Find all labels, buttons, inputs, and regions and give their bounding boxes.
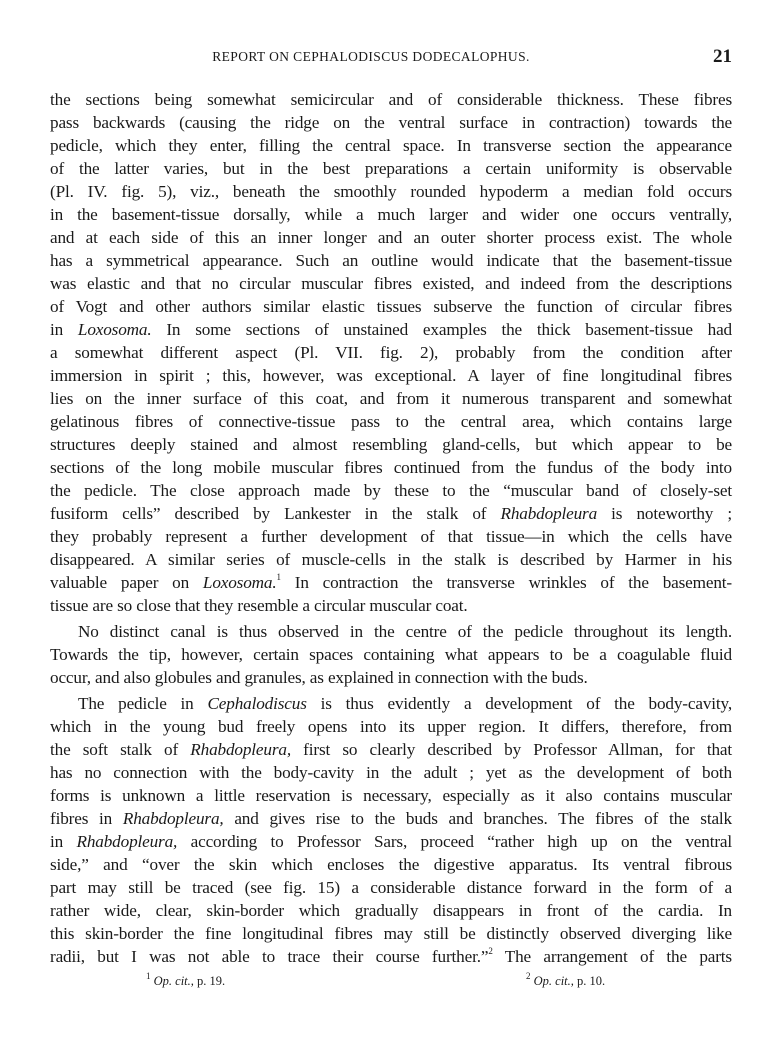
text-span: the soft stalk of [50, 740, 191, 759]
footnote-marker: 2 [526, 970, 531, 981]
footnote-text: p. 10. [573, 974, 606, 988]
text-span: is thus evidently a development of the body-cavity, [306, 694, 732, 713]
text-span: in [50, 320, 78, 339]
footnote-2 [526, 970, 606, 989]
page-number: 21 [713, 46, 732, 67]
text-line: the pedicle. The close approach made by these to the “muscular band of closely-set [50, 481, 732, 500]
footnotes [50, 970, 732, 994]
text-line: gelatinous fibres of connective-tissue pass to the central area, which contains large [50, 412, 732, 431]
footnote-1 [146, 970, 226, 989]
body-text [50, 88, 732, 968]
text-line [50, 807, 732, 830]
text-span: radii, but I was not able to trace their course further.” [50, 947, 489, 966]
text-line: part may still be traced (see fig. 15) a considerable distance forward in the form of a [50, 878, 732, 897]
text-span: in [50, 832, 77, 851]
text-span: In contraction the transverse wrinkles of the basement- [280, 573, 732, 592]
text-line: rather wide, clear, skin-border which gradually disappears in front of the cardia. In [50, 901, 732, 920]
italic-taxon: Rhabdopleura, [190, 740, 291, 759]
text-span: fibres in [50, 809, 123, 828]
italic-taxon: Rhabdopleura [500, 504, 598, 523]
footnote-marker: 1 [146, 970, 151, 981]
text-span: The pedicle in [78, 694, 208, 713]
text-line: and at each side of this an inner longer and an outer shorter process exist. The whole [50, 228, 732, 247]
running-head [50, 46, 732, 70]
text-line [50, 502, 732, 525]
text-line: (Pl. IV. fig. 5), viz., beneath the smoothly rounded hypoderm a median fold occurs [50, 182, 732, 201]
italic-taxon: Loxosoma. [202, 573, 277, 592]
text-line: which in the young bud freely opens into its upper region. It differs, therefore, from [50, 717, 732, 736]
text-span: valuable paper on [50, 573, 203, 592]
text-line [50, 830, 732, 853]
footnote-ref-2[interactable]: 2 [488, 946, 493, 957]
text-span: fusiform cells” described by Lankester in the stalk of [50, 504, 501, 523]
text-line: side,” and “over the skin which encloses the digestive apparatus. Its ventral fibrous [50, 855, 732, 874]
text-line [50, 945, 732, 968]
italic-taxon: Loxosoma. [77, 320, 152, 339]
text-line: in the basement-tissue dorsally, while a much larger and wider one occurs ventrally, [50, 205, 732, 224]
text-span: first so clearly described by Professor Allman, for that [290, 740, 733, 759]
italic-taxon: Cephalodiscus [207, 694, 307, 713]
running-title: REPORT ON CEPHALODISCUS DODECALOPHUS. [212, 49, 530, 64]
text-line: occur, and also globules and granules, as explained in connection with the buds. [50, 668, 588, 687]
text-line: pass backwards (causing the ridge on the ventral surface in contraction) towards the [50, 113, 732, 132]
text-span: is noteworthy ; [597, 504, 732, 523]
text-line: they probably represent a further development of that tissue—in which the cells have [50, 527, 732, 546]
text-line: has a symmetrical appearance. Such an outline would indicate that the basement-tissue [50, 251, 732, 270]
text-line: forms is unknown a little reservation is necessary, especially as it also contains muscular [50, 786, 732, 805]
text-line: tissue are so close that they resemble a circular muscular coat. [50, 596, 468, 615]
text-span: In some sections of unstained examples the thick basement-tissue had [151, 320, 732, 339]
text-line: immersion in spirit ; this, however, was exceptional. A layer of fine longitudinal fibres [50, 366, 732, 385]
text-line: of the latter varies, but in the best preparations a certain uniformity is observable [50, 159, 732, 178]
italic-taxon: Rhabdopleura, [122, 809, 224, 828]
footnote-text: p. 19. [193, 974, 226, 988]
text-line: this skin-border the fine longitudinal fibres may still be distinctly observed diverging like [50, 924, 732, 943]
text-line: No distinct canal is thus observed in the centre of the pedicle throughout its length. [78, 622, 732, 641]
italic-taxon: Rhabdopleura, [76, 832, 178, 851]
text-span: The arrangement of the parts [492, 947, 732, 966]
text-line: a somewhat different aspect (Pl. VII. fig. 2), probably from the condition after [50, 343, 732, 362]
footnote-ref-1[interactable]: 1 [276, 572, 281, 583]
text-line: disappeared. A similar series of muscle-cells in the stalk is described by Harmer in his [50, 550, 732, 569]
text-line: Towards the tip, however, certain spaces containing what appears to be a coagulable fluid [50, 645, 732, 664]
text-line: the sections being somewhat semicircular and of considerable thickness. These fibres [50, 90, 732, 109]
text-line: of Vogt and other authors similar elastic tissues subserve the function of circular fibres [50, 297, 732, 316]
text-span: according to Professor Sars, proceed “rather high up on the ventral [177, 832, 732, 851]
text-line: structures deeply stained and almost resembling gland-cells, but which appear to be [50, 435, 732, 454]
text-span: and gives rise to the buds and branches. The fibres of the stalk [223, 809, 732, 828]
text-line: pedicle, which they enter, filling the central space. In transverse section the appearance [50, 136, 732, 155]
text-line [50, 318, 732, 341]
footnote-citation: Op. cit., [533, 974, 574, 988]
text-line [50, 571, 732, 594]
text-line [50, 738, 732, 761]
footnote-citation: Op. cit., [153, 974, 194, 988]
text-line: lies on the inner surface of this coat, and from it numerous transparent and somewhat [50, 389, 732, 408]
text-line: sections of the long mobile muscular fibres continued from the fundus of the body into [50, 458, 732, 477]
text-line: has no connection with the body-cavity in the adult ; yet as the development of both [50, 763, 732, 782]
text-line [50, 692, 732, 715]
text-line: was elastic and that no circular muscular fibres existed, and indeed from the descriptions [50, 274, 732, 293]
